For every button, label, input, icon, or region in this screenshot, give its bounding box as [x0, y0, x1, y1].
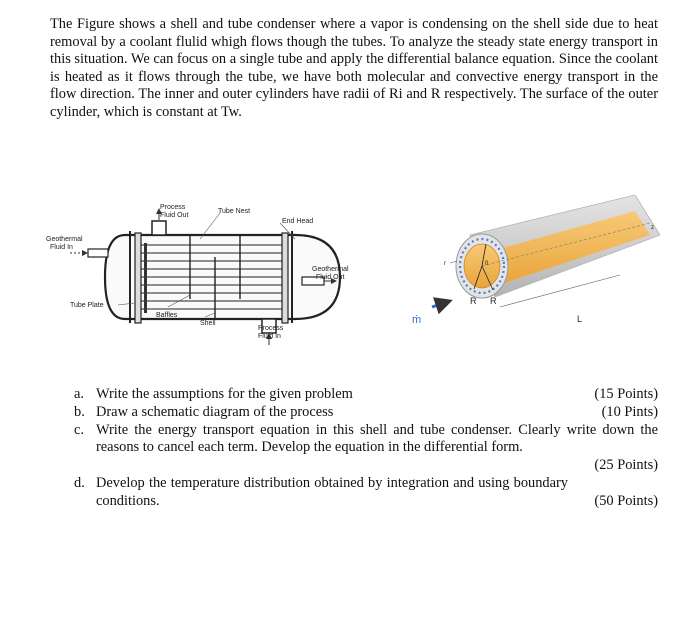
question-text: Develop the temperature distribution obtained by integration and using boundary conditions.: [96, 474, 568, 509]
tube-label-mdot: ṁ: [412, 314, 422, 326]
tube-label-ri: R: [470, 296, 477, 306]
tube-label-r-axis: r: [444, 261, 446, 267]
label-process-in-1: Process: [258, 325, 284, 332]
label-tube-nest: Tube Nest: [218, 208, 251, 215]
question-text: Write the assumptions for the given problem: [96, 386, 353, 402]
label-geothermal-out-2: Fluid Out: [316, 274, 345, 281]
question-list: [74, 386, 658, 511]
tube-label-r: R: [490, 296, 497, 306]
label-geothermal-in-2: Fluid In: [50, 244, 73, 251]
question-b: [74, 404, 658, 422]
label-process-fluid-out-2: Fluid Out: [160, 212, 189, 219]
question-letter: a.: [74, 386, 84, 402]
question-a: [74, 386, 658, 404]
question-text: Write the energy transport equation in this shell and tube condenser. Clearly write down the reasons to cancel each term. Develop the equation in the differential form.: [96, 421, 658, 456]
label-process-fluid-out-1: Process: [160, 204, 186, 211]
question-letter: c.: [74, 421, 84, 438]
label-geothermal-out-1: Geothermal: [312, 266, 349, 273]
question-points: (15 Points): [594, 386, 658, 402]
label-geothermal-in-1: Geothermal: [46, 236, 83, 243]
question-text: Draw a schematic diagram of the process: [96, 403, 334, 420]
single-tube-diagram: [360, 195, 660, 355]
question-points: (10 Pints): [601, 403, 658, 420]
label-end-head: End Head: [282, 218, 314, 225]
shell-tube-exchanger-diagram: [40, 195, 370, 355]
figure: [40, 195, 670, 355]
question-points: (25 Points): [594, 457, 658, 474]
question-letter: b.: [74, 403, 85, 420]
label-process-in-2: Fluid In: [258, 333, 281, 340]
question-d: [74, 475, 658, 511]
label-baffles: Baffles: [156, 312, 178, 319]
question-letter: d.: [74, 474, 85, 491]
tube-label-origin: 0: [485, 261, 489, 267]
label-shell: Shell: [200, 320, 216, 327]
question-c: [74, 422, 658, 475]
label-tube-plate: Tube Plate: [70, 302, 104, 309]
tube-label-z: z: [651, 225, 654, 231]
tube-label-length: L: [577, 314, 583, 324]
problem-statement: The Figure shows a shell and tube condenser where a vapor is condensing on the shell side due to heat removal by a coolant flulid whigh flows though the tubes. To analyze the steady state energy transport in this situation. We can focus on a single tube and apply the differential balance equation. Since the coolant is heated as it flows through the tube, we have both molecular and convective energy transport in the flow direction. The inner and outer cylinders have radii of Ri and R respectively. The surface of the outer cylinder, which is constant at Tw.: [50, 16, 658, 120]
question-points: (50 Points): [594, 492, 658, 509]
